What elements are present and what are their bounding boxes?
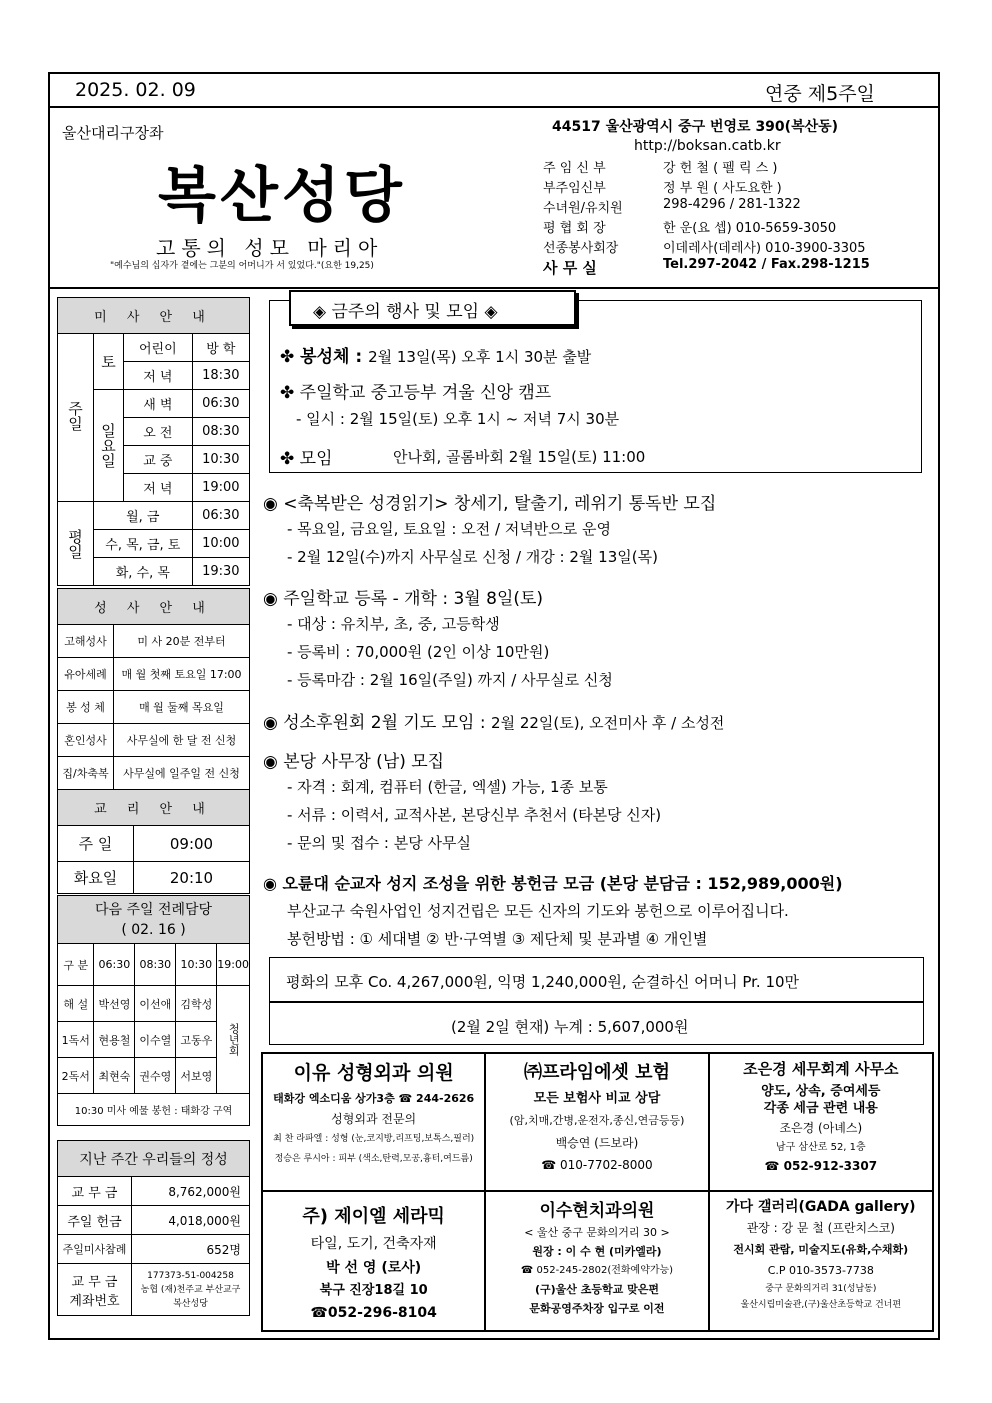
mass-time: 10:00 <box>192 530 249 558</box>
mass-name: 저 녁 <box>124 474 193 502</box>
mass-time: 방 학 <box>192 334 249 362</box>
donation-total: (2월 2일 현재) 누계 : 5,607,000원 <box>451 1018 689 1036</box>
ad-plastic-surgery: 이유 성형외과 의원 태화강 엑소디움 상가3층 ☎ 244-2626 성형외과 전문의 최 찬 라파엘 : 성형 (눈,코지방,리프팅,보톡스,필러) 정승은 루시아 : 피부 (색소,탄력,모공,흉터,여드름) <box>262 1053 485 1191</box>
staff-name: 이데레사(데레사) 010-3900-3305 <box>663 241 866 256</box>
ads-grid <box>261 1052 934 1332</box>
notice-line: 부산교구 숙원사업인 성지건립은 모든 신자의 기도와 봉헌으로 이루어집니다. <box>287 902 789 920</box>
duty-cell: 이수열 <box>135 1022 176 1058</box>
mass-name: 교 중 <box>124 446 193 474</box>
youth-label: 청년회 <box>217 986 250 1094</box>
mass-time: 19:00 <box>192 474 249 502</box>
donation-divider <box>269 1001 924 1003</box>
patron-title: 고통의 성모 마리아 <box>156 236 384 260</box>
notice-bible-reading: ◉ <축복받은 성경읽기> 창세기, 탈출기, 레위기 통독반 모집 <box>263 494 717 514</box>
mass-time: 10:30 <box>192 446 249 474</box>
notice-vocation-prayer: ◉ 성소후원회 2월 기도 모임 : 2월 22일(토), 오전미사 후 / 소성전 <box>263 713 725 733</box>
mass-name: 저 녁 <box>124 362 193 390</box>
staff-name: Tel.297-2042 / Fax.298-1215 <box>663 257 870 272</box>
sunday-label: 주일 <box>58 334 94 502</box>
sacrament-value: 사무실에 한 달 전 신청 <box>114 724 250 757</box>
sacrament-title: 성 사 안 내 <box>58 589 250 625</box>
duty-head: 구 분 <box>58 944 94 986</box>
duty-cell: 현용철 <box>94 1022 135 1058</box>
catechism-table <box>57 789 250 894</box>
duty-cell: 고동우 <box>176 1022 217 1058</box>
bible-quote: "예수님의 십자가 곁에는 그분의 어머니가 서 있었다."(요한 19,25) <box>110 261 374 271</box>
offering-name: 주일 헌금 <box>58 1206 132 1235</box>
catechism-day: 주 일 <box>58 826 134 862</box>
event-meeting-detail: 안나회, 골롬바회 2월 15일(토) 11:00 <box>393 448 646 466</box>
ad-dental: 이수현치과의원 < 울산 중구 문화의거리 30 > 원장 : 이 수 현 (미카엘라) ☎ 052-245-2802(전화예약가능) (구)울산 초등학교 맞은편 문화공영주차장 입구로 이전 <box>485 1191 708 1331</box>
sacrament-name: 집/차축복 <box>58 757 114 790</box>
catechism-day: 화요일 <box>58 862 134 894</box>
duty-cell: 1독서 <box>58 1022 94 1058</box>
catechism-time: 09:00 <box>134 826 250 862</box>
sacrament-name: 유아세례 <box>58 658 114 691</box>
account-label: 교 무 금 계좌번호 <box>58 1264 132 1316</box>
duty-cell: 김학성 <box>176 986 217 1022</box>
ad-gallery: 가다 갤러리(GADA gallery) 관장 : 강 문 철 (프란치스코) 전시회 관람, 미술지도(유화,수채화) C.P 010-3573-7738 중구 문화의거리 31(성남동) 울산시립미술관,(구)울산초등학교 건너편 <box>709 1191 933 1331</box>
sacrament-name: 고해성사 <box>58 625 114 658</box>
duty-title: 다음 주일 전례담당 ( 02. 16 ) <box>58 896 250 944</box>
notice-line: - 대상 : 유치부, 초, 중, 고등학생 <box>287 615 500 633</box>
mass-name: 화, 수, 목 <box>94 558 193 586</box>
sacrament-name: 봉 성 체 <box>58 691 114 724</box>
event-youth-camp-date: - 일시 : 2월 15일(토) 오후 1시 ~ 저녁 7시 30분 <box>296 410 620 428</box>
mass-time: 06:30 <box>192 502 249 530</box>
offering-value: 8,762,000원 <box>132 1177 250 1206</box>
staff-name: 298-4296 / 281-1322 <box>663 197 801 212</box>
duty-cell: 최현숙 <box>94 1058 135 1094</box>
duty-head: 10:30 <box>176 944 217 986</box>
mass-table <box>57 297 250 586</box>
saturday-label: 토 <box>94 334 124 390</box>
duty-head: 06:30 <box>94 944 135 986</box>
notice-line: 봉헌방법 : ① 세대별 ② 반·구역별 ③ 제단체 및 분과별 ④ 개인별 <box>287 930 708 948</box>
staff-name: 강 헌 철 ( 펠 릭 스 ) <box>663 161 778 176</box>
notice-line: - 등록비 : 70,000원 (2인 이상 10만원) <box>287 643 550 661</box>
header-bottom-divider <box>48 287 940 289</box>
mass-title: 미 사 안 내 <box>58 298 250 334</box>
mass-time: 08:30 <box>192 418 249 446</box>
mass-name: 오 전 <box>124 418 193 446</box>
header-divider <box>48 106 940 108</box>
notice-line: - 목요일, 금요일, 토요일 : 오전 / 저녁반으로 운영 <box>287 520 612 538</box>
church-address: 44517 울산광역시 중구 번영로 390(복산동) <box>552 119 839 135</box>
duty-table <box>57 895 250 1126</box>
ad-ceramic: 주) 제이엘 세라믹 타일, 도기, 건축자재 박 선 영 (로사) 북구 진장18길 10 ☎052-296-8104 <box>262 1191 485 1331</box>
church-name: 복산성당 <box>158 161 406 231</box>
event-sick-communion: ✤ 봉성체 : 2월 13일(목) 오후 1시 30분 출발 <box>280 347 592 367</box>
sacrament-value: 매 월 첫째 토요일 17:00 <box>114 658 250 691</box>
events-title: ◈ 금주의 행사 및 모임 ◈ <box>313 302 498 322</box>
sacrament-value: 사무실에 일주일 전 신청 <box>114 757 250 790</box>
notice-office-staff: ◉ 본당 사무장 (남) 모집 <box>263 752 445 772</box>
mass-time: 06:30 <box>192 390 249 418</box>
offering-table <box>57 1140 250 1316</box>
mass-name: 수, 목, 금, 토 <box>94 530 193 558</box>
catechism-time: 20:10 <box>134 862 250 894</box>
sacrament-value: 미 사 20분 전부터 <box>114 625 250 658</box>
notice-line: - 등록마감 : 2월 16일(주일) 까지 / 사무실로 신청 <box>287 671 613 689</box>
duty-cell: 서보영 <box>176 1058 217 1094</box>
duty-cell: 박선영 <box>94 986 135 1022</box>
duty-head: 19:00 <box>217 944 250 986</box>
weekday-label: 평일 <box>58 502 94 586</box>
ad-tax-office: 조은경 세무회계 사무소 양도, 상속, 증여세등 각종 세금 관련 내용 조은경 (아녜스) 남구 삼산로 52, 1층 ☎ 052-912-3307 <box>709 1053 933 1191</box>
staff-name: 한 운(요 셉) 010-5659-3050 <box>663 221 837 236</box>
diocese-label: 울산대리구장좌 <box>62 124 164 142</box>
offering-title: 지난 주간 우리들의 정성 <box>58 1141 250 1177</box>
mass-name: 어린이 <box>124 334 193 362</box>
mass-time: 18:30 <box>192 362 249 390</box>
mass-name: 새 벽 <box>124 390 193 418</box>
sacrament-name: 혼인성사 <box>58 724 114 757</box>
mass-name: 월, 금 <box>94 502 193 530</box>
offering-name: 교 무 금 <box>58 1177 132 1206</box>
staff-role: 수녀원/유치원 <box>543 201 623 216</box>
duty-cell: 해 설 <box>58 986 94 1022</box>
offering-value: 4,018,000원 <box>132 1206 250 1235</box>
event-meeting: ✤ 모임 <box>280 449 333 469</box>
offering-value: 652명 <box>132 1235 250 1264</box>
staff-role: 선종봉사회장 <box>543 241 619 256</box>
sacrament-value: 매 월 둘째 목요일 <box>114 691 250 724</box>
duty-note: 10:30 미사 예물 봉헌 : 태화강 구역 <box>58 1094 250 1126</box>
issue-date: 2025. 02. 09 <box>75 79 196 101</box>
catechism-title: 교 리 안 내 <box>58 790 250 826</box>
notice-martyr-shrine: ◉ 오륜대 순교자 성지 조성을 위한 봉헌금 모금 (본당 분담금 : 152,989,000원) <box>263 874 843 893</box>
duty-cell: 2독서 <box>58 1058 94 1094</box>
staff-role: 평 협 회 장 <box>543 221 606 236</box>
notice-line: - 서류 : 이력서, 교적사본, 본당신부 추천서 (타본당 신자) <box>287 806 662 824</box>
account-info: 177373-51-004258 농협 (재)천주교 부산교구 복산성당 <box>132 1264 250 1316</box>
duty-cell: 이선애 <box>135 986 176 1022</box>
notice-line: - 자격 : 회계, 컴퓨터 (한글, 엑셀) 가능, 1종 보통 <box>287 778 608 796</box>
staff-role: 주 임 신 부 <box>543 161 606 176</box>
event-youth-camp: ✤ 주일학교 중고등부 겨울 신앙 캠프 <box>280 383 552 403</box>
duty-cell: 권수영 <box>135 1058 176 1094</box>
mass-time: 19:30 <box>192 558 249 586</box>
notice-sunday-school: ◉ 주일학교 등록 - 개학 : 3월 8일(토) <box>263 589 544 609</box>
sacrament-table <box>57 588 250 790</box>
staff-name: 정 부 원 ( 사도요한 ) <box>663 181 782 196</box>
ad-insurance: ㈜프라임에셋 보험 모든 보험사 비교 상담 (암,치매,간병,운전자,종신,연금등등) 백승연 (드보라) ☎ 010-7702-8000 <box>485 1053 708 1191</box>
staff-role: 부주임신부 <box>543 181 606 196</box>
staff-role: 사 무 실 <box>543 259 597 277</box>
sunday-day-label: 일요일 <box>94 390 124 502</box>
church-url[interactable]: http://boksan.catb.kr <box>634 138 781 154</box>
notice-line: - 문의 및 접수 : 본당 사무실 <box>287 834 471 852</box>
notice-line: - 2월 12일(수)까지 사무실로 신청 / 개강 : 2월 13일(목) <box>287 548 658 566</box>
liturgical-season: 연중 제5주일 <box>765 83 875 105</box>
donation-list: 평화의 모후 Co. 4,267,000원, 익명 1,240,000원, 순결하신 어머니 Pr. 10만 <box>286 973 800 991</box>
duty-head: 08:30 <box>135 944 176 986</box>
offering-name: 주일미사참례 <box>58 1235 132 1264</box>
